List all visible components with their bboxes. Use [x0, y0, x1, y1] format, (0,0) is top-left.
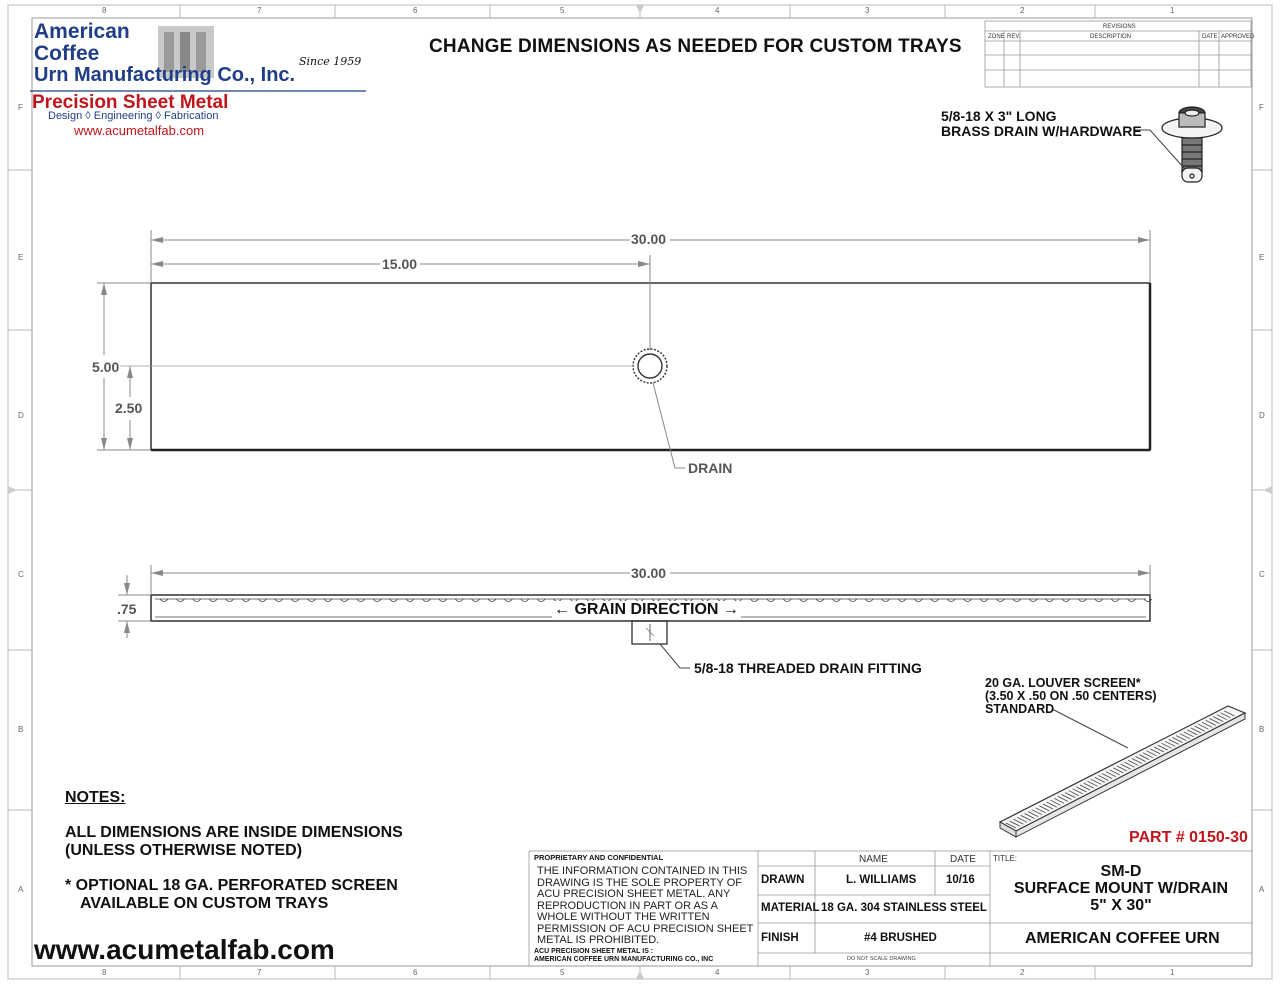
dim-width: 5.00	[92, 359, 120, 375]
footer-url[interactable]: www.acumetalfab.com	[34, 934, 335, 965]
tb-drawn-label: DRAWN	[761, 874, 805, 886]
zone-label-bottom-5: 5	[560, 968, 565, 977]
tb-prop-text: THE INFORMATION CONTAINED IN THIS DRAWING IS THE SOLE PROPERTY OF ACU PRECISION SHEET METAL. ANY REPRODUCTION IN PART OR AS A WHOLE WITHOUT THE WRITTEN PERMISSION OF ACU PRECISION SHEET METAL IS PROHIBITED.	[537, 865, 754, 946]
tb-name-header: NAME	[859, 854, 888, 865]
zone-label-right-C: C	[1259, 570, 1265, 579]
tb-company: AMERICAN COFFEE URN	[1025, 930, 1220, 947]
zone-label-left-D: D	[18, 411, 24, 420]
zone-label-top-4: 4	[715, 6, 720, 15]
grain-direction-label: ← GRAIN DIRECTION →	[554, 601, 739, 618]
note-1a: ALL DIMENSIONS ARE INSIDE DIMENSIONS	[65, 824, 403, 841]
zone-label-right-A: A	[1259, 885, 1265, 894]
revisions-title: REVISIONS	[1103, 24, 1136, 30]
tb-title: SM-D SURFACE MOUNT W/DRAIN 5" X 30"	[1013, 863, 1229, 914]
tb-finish-label: FINISH	[761, 932, 799, 944]
tb-title-label: TITLE:	[993, 854, 1018, 863]
rev-col-date: DATE	[1202, 34, 1218, 40]
zone-label-top-5: 5	[560, 6, 565, 15]
note-2b: AVAILABLE ON CUSTOM TRAYS	[80, 895, 329, 912]
zone-label-left-A: A	[18, 885, 24, 894]
dim-top-length: 30.00	[631, 231, 667, 247]
tb-finish-value: #4 BRUSHED	[864, 932, 937, 944]
zone-label-top-1: 1	[1170, 6, 1175, 15]
tb-prop-footer1: ACU PRECISION SHEET METAL IS :	[534, 948, 654, 955]
zone-label-top-2: 2	[1020, 6, 1025, 15]
zone-label-left-F: F	[18, 103, 23, 112]
logo-services: Design ◊ Engineering ◊ Fabrication	[48, 110, 219, 122]
notes-heading: NOTES:	[65, 789, 126, 806]
zone-label-bottom-1: 1	[1170, 968, 1175, 977]
rev-col-approved: APPROVED	[1221, 34, 1255, 40]
zone-label-right-F: F	[1259, 103, 1264, 112]
screen-callout: 20 GA. LOUVER SCREEN* (3.50 X .50 ON .50 CENTERS) STANDARD	[985, 676, 1157, 716]
drain-fitting-label: 5/8-18 THREADED DRAIN FITTING	[694, 660, 922, 676]
tb-prop-heading: PROPRIETARY AND CONFIDENTIAL	[534, 853, 664, 862]
dim-height: .75	[117, 601, 137, 617]
zone-label-bottom-4: 4	[715, 968, 720, 977]
zone-label-left-E: E	[18, 253, 24, 262]
rev-col-description: DESCRIPTION	[1090, 34, 1132, 40]
brass-drain-illustration	[1134, 107, 1222, 182]
tb-drawn-name: L. WILLIAMS	[846, 874, 917, 886]
tb-material-label: MATERIAL	[761, 902, 820, 914]
logo-line-american: American	[34, 20, 130, 43]
drain-fitting	[632, 621, 667, 644]
dim-half-length: 15.00	[382, 256, 418, 272]
tb-prop-footer2: AMERICAN COFFEE URN MANUFACTURING CO., INC	[534, 956, 714, 963]
zone-label-bottom-2: 2	[1020, 968, 1025, 977]
zone-label-bottom-3: 3	[865, 968, 870, 977]
louver-screen-illustration	[1000, 706, 1245, 837]
zone-label-right-E: E	[1259, 253, 1265, 262]
logo-line-coffee: Coffee	[34, 42, 100, 65]
zone-label-top-3: 3	[865, 6, 870, 15]
revisions-table-grid	[985, 21, 1251, 87]
top-view	[97, 230, 1150, 468]
note-2a: * OPTIONAL 18 GA. PERFORATED SCREEN	[65, 877, 398, 894]
rev-col-zone: ZONE	[988, 34, 1005, 40]
header-title: CHANGE DIMENSIONS AS NEEDED FOR CUSTOM TRAYS	[429, 36, 962, 57]
zone-label-bottom-6: 6	[413, 968, 418, 977]
zone-label-bottom-8: 8	[102, 968, 107, 977]
zone-label-top-6: 6	[413, 6, 418, 15]
zone-label-top-8: 8	[102, 6, 107, 15]
zone-label-right-D: D	[1259, 411, 1265, 420]
tb-drawn-date: 10/16	[946, 874, 975, 886]
logo-url[interactable]: www.acumetalfab.com	[74, 123, 205, 138]
part-number: PART # 0150-30	[1129, 829, 1248, 846]
zone-label-right-B: B	[1259, 725, 1265, 734]
tb-do-not-scale: DO NOT SCALE DRAWING	[847, 956, 916, 962]
zone-label-left-C: C	[18, 570, 24, 579]
tb-material-value: 18 GA. 304 STAINLESS STEEL	[821, 902, 987, 914]
zone-label-bottom-7: 7	[257, 968, 262, 977]
drain-callout: 5/8-18 X 3" LONG BRASS DRAIN W/HARDWARE	[941, 108, 1142, 139]
logo-division: Precision Sheet Metal	[32, 92, 229, 113]
zone-label-left-B: B	[18, 725, 24, 734]
dim-side-length: 30.00	[631, 565, 667, 581]
note-1b: (UNLESS OTHERWISE NOTED)	[65, 842, 303, 859]
drain-label: DRAIN	[688, 460, 733, 476]
tb-date-header: DATE	[950, 854, 976, 865]
dim-half-width: 2.50	[115, 400, 143, 416]
logo-line-urn: Urn Manufacturing Co., Inc.	[34, 64, 296, 86]
logo-since: Since 1959	[299, 55, 362, 68]
rev-col-rev: REV.	[1007, 34, 1021, 40]
zone-label-top-7: 7	[257, 6, 262, 15]
